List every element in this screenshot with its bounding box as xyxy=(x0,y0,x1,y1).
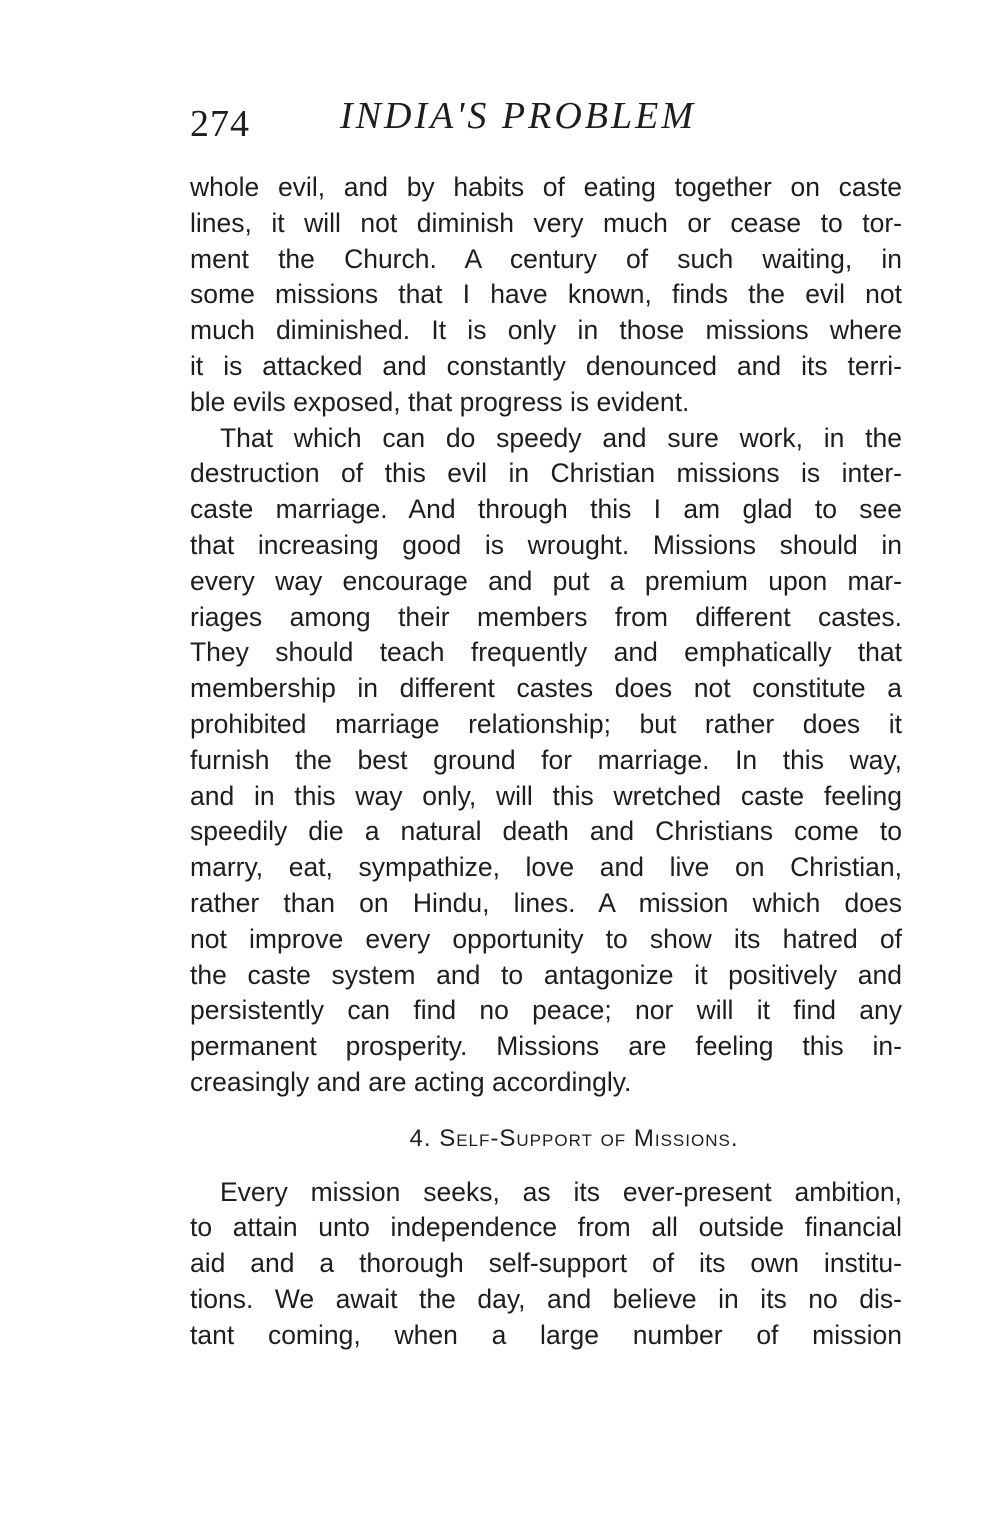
text-line: Every mission seeks, as its ever-present ambition, xyxy=(220,1176,902,1207)
text-line: rather than on Hindu, lines. A mission which does xyxy=(190,887,902,918)
text-line: ment the Church. A century of such waiting, in xyxy=(190,243,902,274)
text-line: creasingly and are acting accordingly. xyxy=(190,1066,632,1097)
text-line: it is attacked and constantly denounced and its terri- xyxy=(190,350,902,381)
text-line: prohibited marriage relationship; but rather does it xyxy=(190,708,902,739)
section-heading xyxy=(190,1121,902,1157)
text-line: marry, eat, sympathize, love and live on Christian, xyxy=(190,852,902,883)
page-number: 274 xyxy=(190,103,250,145)
running-title: INDIA'S PROBLEM xyxy=(340,95,697,137)
text-line: not improve every opportunity to show its hatred of xyxy=(190,923,902,954)
text-line: aid and a thorough self-support of its own institu- xyxy=(190,1248,902,1279)
text-line: whole evil, and by habits of eating together on caste xyxy=(190,172,902,202)
text-line: tant coming, when a large number of mission xyxy=(190,1319,902,1350)
text-line: some missions that I have known, finds the evil not xyxy=(190,279,902,310)
text-line: lines, it will not diminish very much or cease to tor- xyxy=(190,207,902,238)
body-text xyxy=(190,170,902,1354)
text-line: and in this way only, will this wretched caste feeling xyxy=(190,780,902,811)
text-line: tions. We await the day, and believe in its no dis- xyxy=(190,1283,902,1314)
text-line: destruction of this evil in Christian missions is inter- xyxy=(190,458,902,489)
text-line: speedily die a natural death and Christians come to xyxy=(190,816,902,847)
text-line: the caste system and to antagonize it positively and xyxy=(190,959,902,990)
text-line: They should teach frequently and emphatically that xyxy=(190,637,902,668)
paragraph-1 xyxy=(190,170,902,421)
text-line: caste marriage. And through this I am glad to see xyxy=(190,494,902,525)
text-line: membership in different castes does not constitute a xyxy=(190,673,902,704)
running-head xyxy=(190,92,910,152)
text-line: to attain unto independence from all outside financial xyxy=(190,1212,902,1243)
paragraph-3 xyxy=(190,1175,902,1354)
section-heading-text: 4. Self-Support of Missions. xyxy=(409,1124,739,1152)
paragraph-2 xyxy=(190,421,902,1101)
text-line: permanent prosperity. Missions are feeling this in- xyxy=(190,1031,902,1062)
text-line: ble evils exposed, that progress is evident. xyxy=(190,386,690,417)
text-line: That which can do speedy and sure work, in the xyxy=(220,422,902,453)
text-line: that increasing good is wrought. Missions should in xyxy=(190,529,902,560)
text-line: much diminished. It is only in those missions where xyxy=(190,315,902,346)
text-line: riages among their members from different castes. xyxy=(190,601,902,632)
text-line: every way encourage and put a premium upon mar- xyxy=(190,565,902,596)
text-line: persistently can find no peace; nor will it find any xyxy=(190,995,902,1026)
text-line: furnish the best ground for marriage. In this way, xyxy=(190,744,902,775)
